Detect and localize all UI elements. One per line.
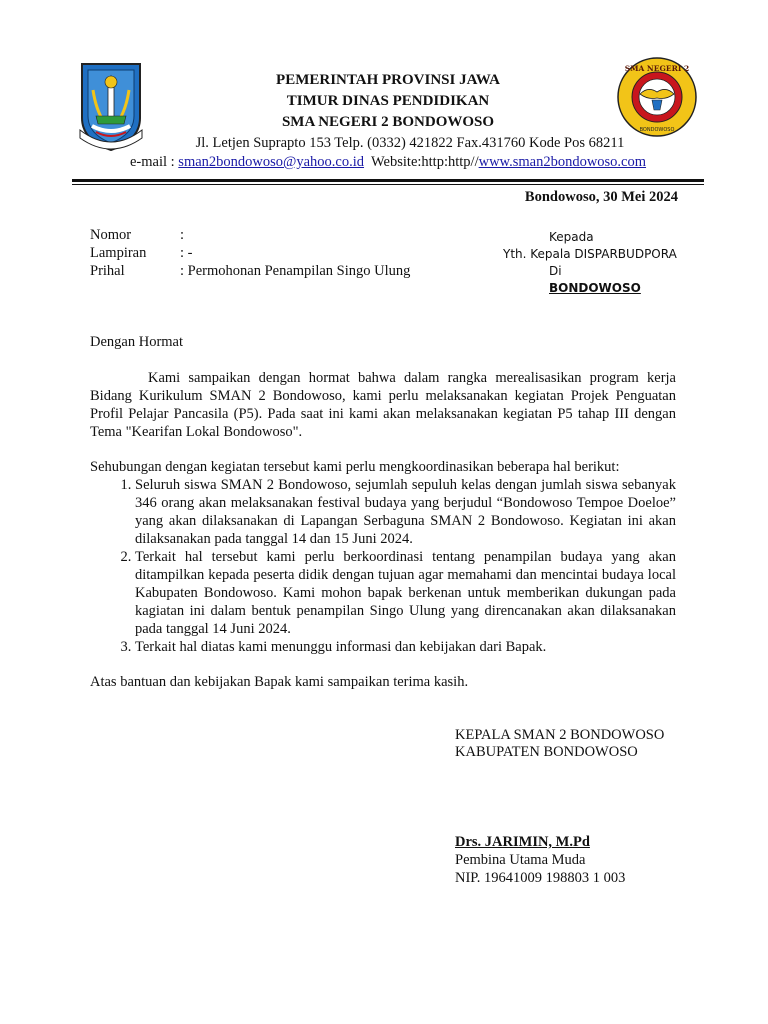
letter-date: Bondowoso, 30 Mei 2024 — [524, 189, 678, 205]
svg-text:SMA NEGERI 2: SMA NEGERI 2 — [624, 64, 690, 73]
paragraph-2: Sehubungan dengan kegiatan tersebut kami perlu mengkoordinasikan beberapa hal berikut: — [90, 459, 620, 475]
website-link[interactable]: www.sman2bondowoso.com — [478, 154, 647, 170]
greeting: Dengan Hormat — [90, 334, 184, 350]
letterhead-line-1: PEMERINTAH PROVINSI JAWA — [276, 72, 500, 88]
lampiran-value: : - — [180, 245, 193, 261]
recipient-line-1: Kepada — [549, 230, 594, 244]
letterhead-rule-thin — [72, 184, 704, 185]
lampiran-label: Lampiran — [90, 245, 147, 261]
letterhead-line-2: TIMUR DINAS PENDIDIKAN — [286, 93, 490, 109]
prihal-label: Prihal — [90, 263, 125, 279]
recipient-line-2: Yth. Kepala DISPARBUDPORA — [503, 247, 677, 261]
list-item: 3. Terkait hal diatas kami menunggu informasi dan kebijakan dari Bapak. — [135, 638, 676, 656]
closing: Atas bantuan dan kebijakan Bapak kami sampaikan terima kasih. — [90, 674, 469, 690]
east-java-logo — [78, 60, 144, 152]
signature-name: Drs. JARIMIN, M.Pd — [455, 834, 590, 850]
letterhead-address: Jl. Letjen Suprapto 153 Telp. (0332) 421822 Fax.431760 Kode Pos 68211 — [195, 135, 625, 151]
paragraph-1: Kami sampaikan dengan hormat bahwa dalam rangka merealisasikan program kerja Bidang Kurikulum SMAN 2 Bondowoso, kami perlu melaksanakan kegiatan Projek Penguatan Profil Pelajar Pancasila (P5). Pada saat ini kami akan melaksanakan kegiatan P5 tahap III dengan Tema "Kearifan Lokal Bondowoso". — [90, 370, 676, 440]
signature-position-1: KEPALA SMAN 2 BONDOWOSO — [455, 727, 665, 743]
recipient-line-4: BONDOWOSO — [549, 281, 641, 295]
letterhead-line-3: SMA NEGERI 2 BONDOWOSO — [281, 114, 495, 130]
nomor-value: : — [180, 227, 185, 243]
email-link[interactable]: sman2bondowoso@yahoo.co.id — [178, 154, 365, 170]
signature-nip: NIP. 19641009 198803 1 003 — [455, 870, 626, 886]
nomor-label: Nomor — [90, 227, 132, 243]
signature-rank: Pembina Utama Muda — [455, 852, 586, 868]
letterhead-title — [160, 70, 616, 133]
letterhead-rule-thick — [72, 179, 704, 182]
meta-nomor — [90, 226, 184, 244]
list-item: 2. Terkait hal tersebut kami perlu berkoordinasi tentang penampilan budaya yang akan ditampilkan kepada peserta didik dengan tujuan agar memahami dan mencintai budaya local Kabupaten Bondowoso. Kami mohon bapak berkenan untuk memberikan dukungan pada kagiatan ini dalam bentuk penampilan Singo Ulung yang direncanakan akan dilaksanakan pada tanggal 14 Juni 2024. — [135, 548, 676, 638]
prihal-value: : Permohonan Penampilan Singo Ulung — [180, 263, 411, 279]
meta-prihal — [90, 262, 410, 280]
recipient-line-3: Di — [549, 264, 562, 278]
svg-text:BONDOWOSO: BONDOWOSO — [639, 127, 675, 133]
recipient-block — [503, 229, 677, 297]
letterhead-contact — [90, 153, 686, 172]
website-prefix: Website:http:http// — [371, 154, 479, 170]
email-prefix: e-mail : — [129, 154, 175, 170]
points-list — [90, 476, 676, 656]
school-logo — [616, 56, 698, 138]
signature-position-2: KABUPATEN BONDOWOSO — [455, 744, 638, 760]
meta-lampiran — [90, 244, 192, 262]
list-item: 1. Seluruh siswa SMAN 2 Bondowoso, sejumlah sepuluh kelas dengan jumlah siswa sebanyak 346 orang akan melaksanakan festival budaya yang berjudul “Bondowoso Tempoe Doeloe” yang akan dilaksanakan di Lapangan Serbaguna SMAN 2 Bondowoso. Kegiatan ini akan dilaksanakan pada tanggal 14 dan 15 Juni 2024. — [135, 476, 676, 548]
